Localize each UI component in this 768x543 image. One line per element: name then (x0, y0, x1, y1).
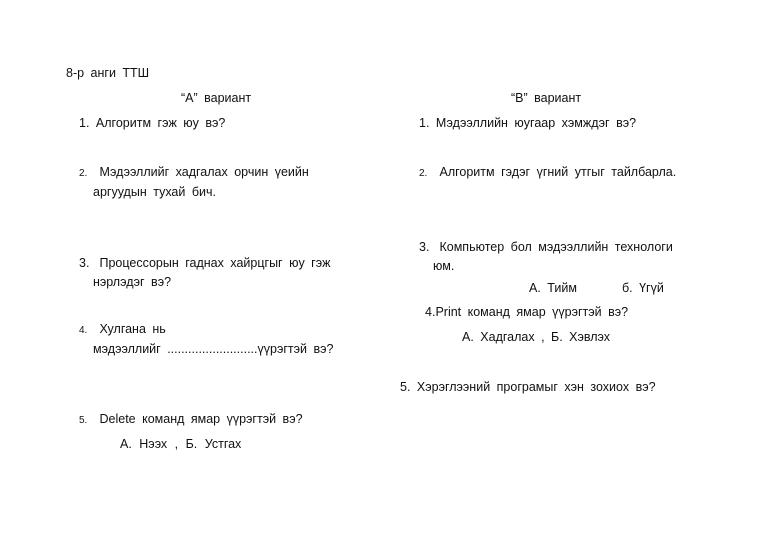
question-number: 5. (79, 415, 88, 426)
question-text: Delete команд ямар үүрэгтэй вэ? (99, 412, 303, 426)
variant-b-label: “В” вариант (511, 91, 582, 105)
question-number: 4. (79, 325, 88, 336)
question-text-line1: Хулгана нь (99, 322, 166, 336)
question-b3-answer-a: А. Тийм (529, 281, 577, 295)
question-number: 3. (419, 240, 430, 254)
question-text-line2: аргуудын тухай бич. (93, 185, 216, 199)
question-number: 4. (425, 305, 436, 319)
question-text: Алгоритм гэдэг үгний утгыг тайлбарла. (439, 165, 677, 179)
question-a5-answers: А. Нээх , Б. Устгах (120, 437, 242, 451)
question-b3 (419, 238, 673, 276)
question-text-line1: Мэдээллийг хадгалах орчин үеийн (99, 165, 309, 179)
question-number: 3. (79, 256, 90, 270)
question-text-line1: Компьютер бол мэдээллийн технологи (439, 240, 673, 254)
question-a2 (79, 163, 309, 202)
question-b2 (419, 165, 676, 179)
question-a5 (79, 412, 303, 426)
question-b5 (400, 380, 656, 394)
question-text: Алгоритм гэж юу вэ? (95, 116, 226, 130)
question-text-line2: мэдээллийг ..........................үүрэгтэй вэ? (93, 342, 334, 356)
question-a1 (79, 116, 225, 130)
question-b1 (419, 116, 636, 130)
question-a3 (79, 254, 331, 292)
question-number: 1. (79, 116, 90, 130)
question-text: Мэдээллийн юугаар хэмждэг вэ? (435, 116, 637, 130)
question-number: 1. (419, 116, 430, 130)
question-b3-answer-b: б. Үгүй (622, 281, 664, 295)
question-a4 (79, 320, 333, 359)
page-title: 8-р анги ТТШ (66, 66, 150, 80)
question-number: 5. (400, 380, 411, 394)
question-number: 2. (419, 168, 428, 179)
question-text: Хэрэглээний програмыг хэн зохиох вэ? (416, 380, 656, 394)
question-text-line1: Процессорын гаднах хайрцгыг юу гэж (99, 256, 331, 270)
question-b4-answers: А. Хадгалах , Б. Хэвлэх (462, 330, 611, 344)
question-text-line2: юм. (433, 259, 455, 273)
question-number: 2. (79, 168, 88, 179)
question-text-line2: нэрлэдэг вэ? (93, 275, 172, 289)
question-text: Print команд ямар үүрэгтэй вэ? (435, 305, 629, 319)
variant-a-label: “А” вариант (181, 91, 252, 105)
question-b4 (425, 305, 628, 319)
